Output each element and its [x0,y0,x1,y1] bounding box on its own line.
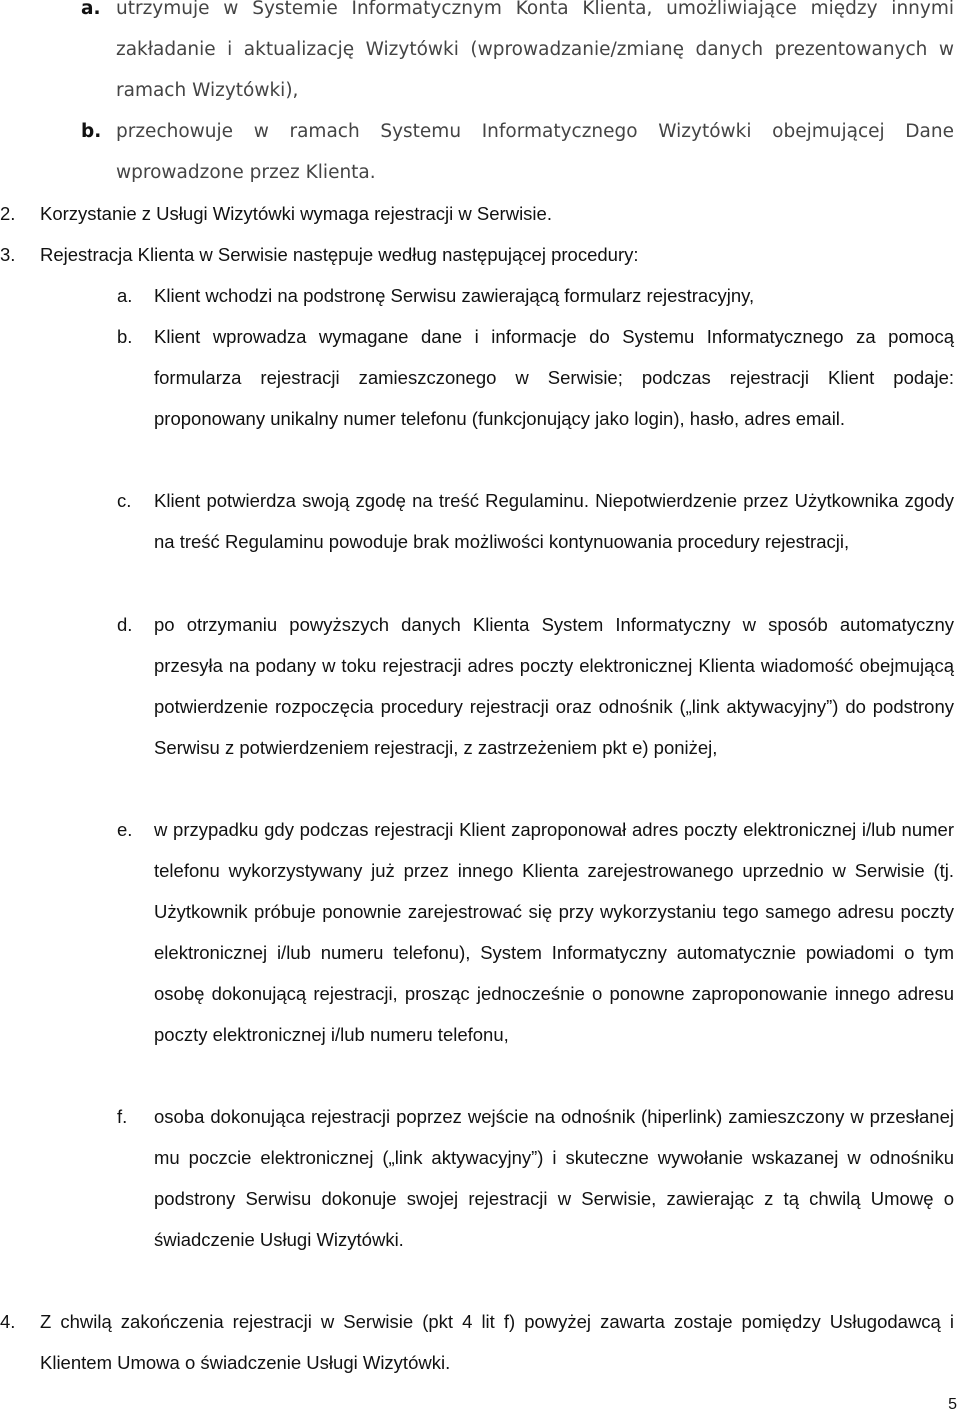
list-text: Rejestracja Klienta w Serwisie następuje według następującej procedury: [40,244,639,265]
list-item [117,275,954,316]
list-text: Klient wprowadza wymagane dane i informacje do Systemu Informatycznego za pomocą formularza rejestracji zamieszczonego w Serwisie; podczas rejestracji Klient podaje: proponowany unikalny numer telefonu (funkcjonujący jako login), hasło, adres email. [154,326,954,429]
list-item [81,111,954,193]
list-item [117,1096,954,1260]
list-text: utrzymuje w Systemie Informatycznym Konta Klienta, umożliwiające między innymi zakładanie i aktualizację Wizytówki (wprowadzanie/zmianę danych prezentowanych w ramach Wizytówki), [116,0,954,101]
list-text: przechowuje w ramach Systemu Informatycznego Wizytówki obejmującej Dane wprowadzone przez Klienta. [116,121,954,183]
list-item [117,316,954,439]
list-text: osoba dokonująca rejestracji poprzez wejście na odnośnik (hiperlink) zamieszczony w przesłanej mu poczcie elektronicznej („link aktywacyjny”) i skuteczne wywołanie wskazanej w odnośniku podstrony Serwisu dokonuje swojej rejestracji w Serwisie, zawierając z tą chwilą Umowę o świadczenie Usługi Wizytówki. [154,1106,954,1250]
list-marker: b. [81,121,102,142]
list-marker: b. [117,326,133,347]
list-marker: c. [117,490,132,511]
list-item [0,193,954,234]
list-item [117,480,954,562]
list-text: Klient potwierdza swoją zgodę na treść Regulaminu. Niepotwierdzenie przez Użytkownika zgody na treść Regulaminu powoduje brak możliwości kontynuowania procedury rejestracji, [154,490,954,552]
list-item [117,604,954,768]
list-marker: 3. [0,244,16,265]
list-marker: a. [117,285,133,306]
list-text: Z chwilą zakończenia rejestracji w Serwisie (pkt 4 lit f) powyżej zawarta zostaje pomiędzy Usługodawcą i Klientem Umowa o świadczenie Usługi Wizytówki. [40,1311,954,1373]
list-item [0,1301,954,1383]
list-marker: 2. [0,203,16,224]
list-marker: a. [81,0,101,19]
list-text: Korzystanie z Usługi Wizytówki wymaga rejestracji w Serwisie. [40,203,552,224]
list-item [0,234,954,275]
list-text: Klient wchodzi na podstronę Serwisu zawierającą formularz rejestracyjny, [154,285,755,306]
list-marker: 4. [0,1311,16,1332]
list-item [117,809,954,1055]
list-text: po otrzymaniu powyższych danych Klienta System Informatyczny w sposób automatyczny przesyła na podany w toku rejestracji adres poczty elektronicznej Klienta wiadomość obejmującą potwierdzenie rozpoczęcia procedury rejestracji oraz odnośnik („link aktywacyjny”) do podstrony Serwisu z potwierdzeniem rejestracji, z zastrzeżeniem pkt e) poniżej, [154,614,954,758]
list-text: w przypadku gdy podczas rejestracji Klient zaproponował adres poczty elektronicznej i/lub numer telefonu wykorzystywany już przez innego Klienta zarejestrowanego uprzednio w Serwisie (tj. Użytkownik próbuje ponownie zarejestrować się przy wykorzystaniu tego samego adresu poczty elektronicznej i/lub numeru telefonu), System Informatyczny automatycznie powiadomi o tym osobę dokonującą rejestracji, prosząc jednocześnie o ponowne zaproponowanie innego adresu poczty elektronicznej i/lub numeru telefonu, [154,819,954,1045]
list-marker: f. [117,1106,128,1127]
list-marker: d. [117,614,133,635]
list-marker: e. [117,819,133,840]
page-number: 5 [948,1396,957,1413]
list-item [81,0,954,111]
